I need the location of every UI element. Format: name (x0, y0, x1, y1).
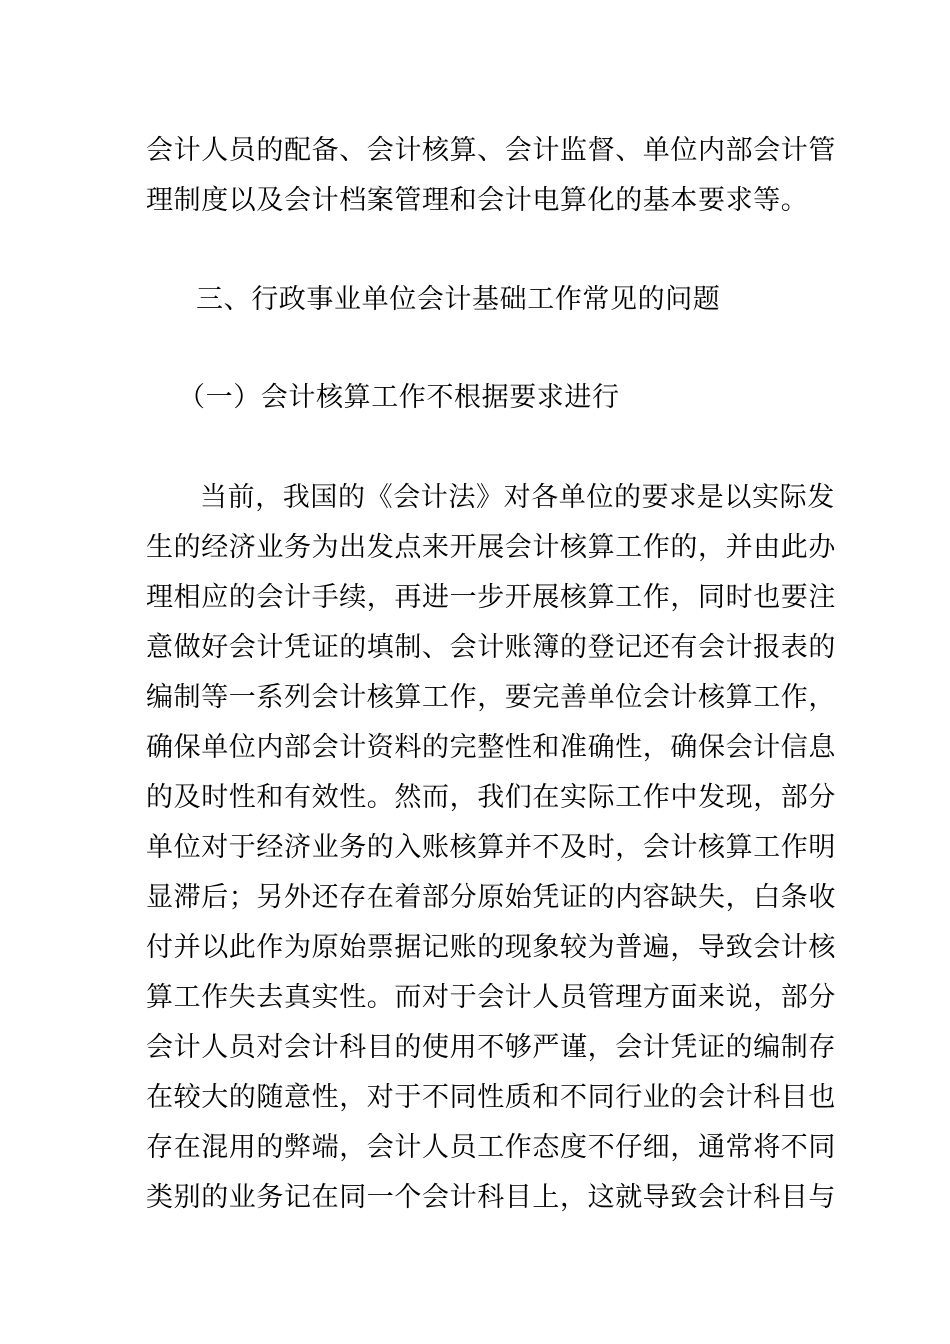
body-line-9: 显滞后；另外还存在着部分原始凭证的内容缺失，白条收 (146, 882, 836, 913)
section-heading: 三、行政事业单位会计基础工作常见的问题 (196, 284, 721, 315)
body-line-3: 理相应的会计手续，再进一步开展核算工作，同时也要注 (146, 582, 836, 613)
body-line-12: 会计人员对会计科目的使用不够严谨，会计凭证的编制存 (146, 1032, 836, 1063)
body-line-11: 算工作失去真实性。而对于会计人员管理方面来说，部分 (146, 982, 836, 1013)
body-line-15: 类别的业务记在同一个会计科目上，这就导致会计科目与 (146, 1182, 836, 1213)
body-line-2: 生的经济业务为出发点来开展会计核算工作的，并由此办 (146, 532, 836, 563)
body-line-8: 单位对于经济业务的入账核算并不及时，会计核算工作明 (146, 832, 836, 863)
body-line-4: 意做好会计凭证的填制、会计账簿的登记还有会计报表的 (146, 632, 836, 663)
body-line-14: 存在混用的弊端，会计人员工作态度不仔细，通常将不同 (146, 1132, 836, 1163)
subsection-heading: （一）会计核算工作不根据要求进行 (178, 382, 620, 413)
body-line-7: 的及时性和有效性。然而，我们在实际工作中发现，部分 (146, 782, 836, 813)
intro-line-2: 理制度以及会计档案管理和会计电算化的基本要求等。 (146, 185, 809, 216)
body-line-1: 当前，我国的《会计法》对各单位的要求是以实际发 (200, 482, 835, 513)
body-line-6: 确保单位内部会计资料的完整性和准确性，确保会计信息 (146, 732, 836, 763)
body-line-13: 在较大的随意性，对于不同性质和不同行业的会计科目也 (146, 1082, 836, 1113)
body-line-10: 付并以此作为原始票据记账的现象较为普遍，导致会计核 (146, 932, 836, 963)
body-line-5: 编制等一系列会计核算工作，要完善单位会计核算工作， (146, 682, 836, 713)
intro-line-1: 会计人员的配备、会计核算、会计监督、单位内部会计管 (146, 135, 836, 166)
